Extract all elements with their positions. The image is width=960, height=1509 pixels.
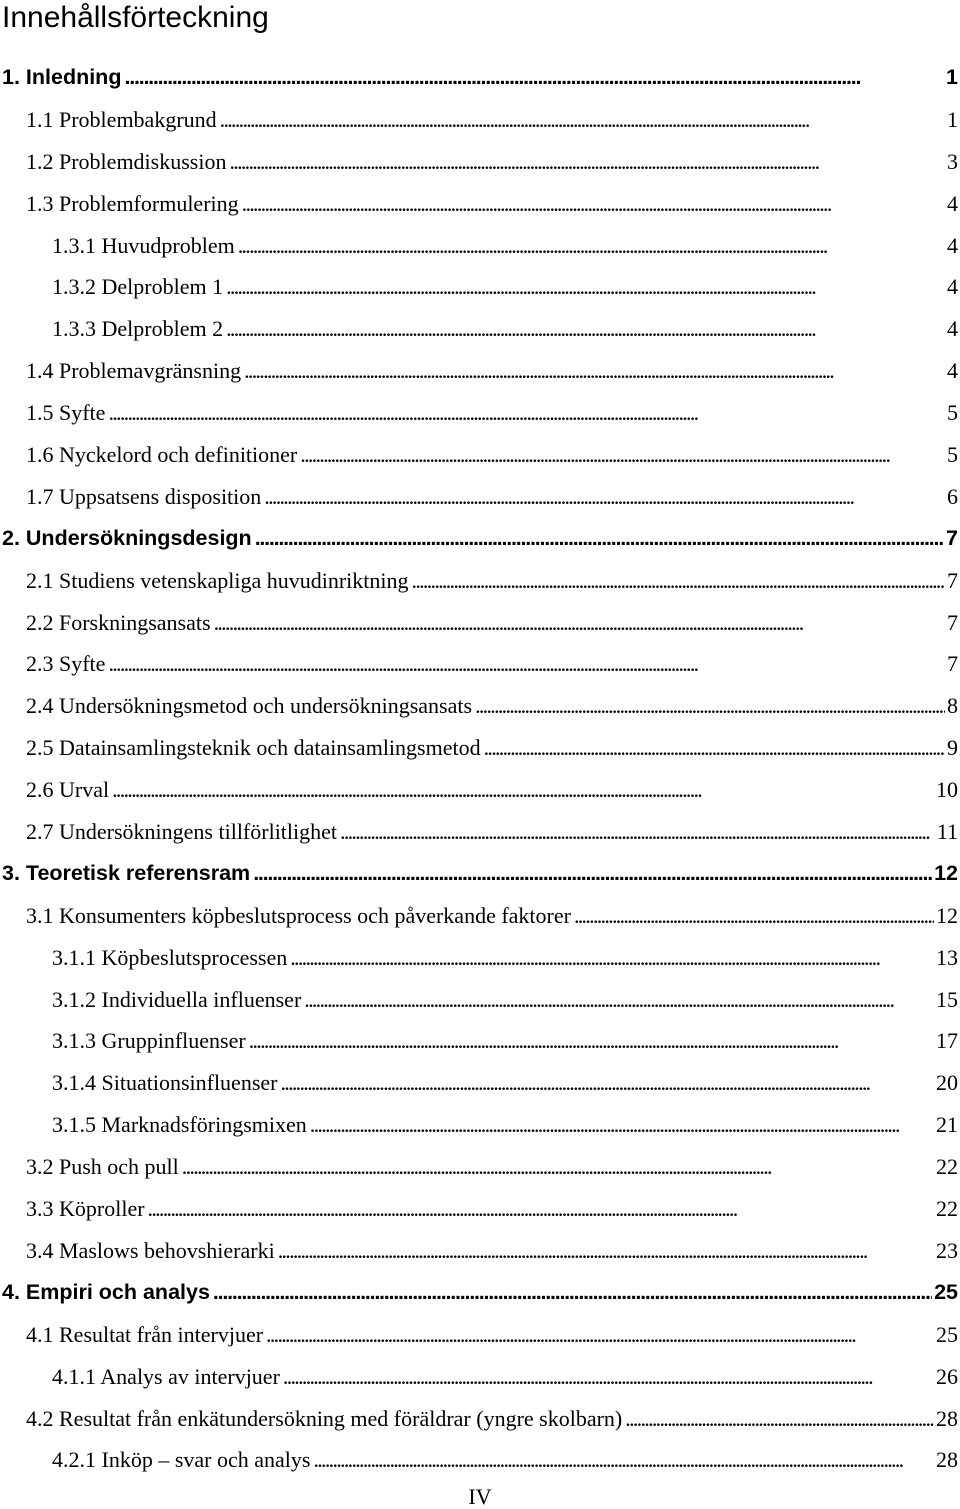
dot-leader <box>108 392 945 434</box>
toc-entry-page-number: 25 <box>934 1279 958 1304</box>
dot-leader <box>182 1146 934 1188</box>
dot-leader <box>112 769 934 811</box>
toc-entry-label: 2.4 Undersökningsmetod och undersökningsansats <box>26 693 473 719</box>
dot-leader <box>278 1230 934 1272</box>
toc-entry[interactable] <box>0 518 960 560</box>
toc-entry-label: 4.1.1 Analys av intervjuer <box>52 1363 280 1389</box>
toc-entry-page-number: 4 <box>947 190 958 216</box>
toc-entry-label: 2.7 Undersökningens tillförlitlighet <box>26 819 338 845</box>
toc-entry-page-number: 12 <box>934 860 958 885</box>
toc-entry-page-number: 25 <box>936 1321 958 1347</box>
toc-entry[interactable] <box>0 1188 960 1230</box>
toc-entry-page-number: 4 <box>947 316 958 342</box>
toc-entry-page-number: 11 <box>936 819 958 845</box>
dot-leader <box>574 895 934 937</box>
toc-entry-label: 2. Undersökningsdesign <box>2 525 252 550</box>
dot-leader <box>213 1272 932 1314</box>
toc-entry-page-number: 28 <box>936 1405 958 1431</box>
toc-entry[interactable] <box>0 1398 960 1440</box>
toc-entry-label: 1. Inledning <box>2 65 122 89</box>
page-number-footer: IV <box>468 1484 492 1509</box>
toc-entry-label: 4. Empiri och analys <box>2 1279 210 1304</box>
toc-entry-label: 3.1.1 Köpbeslutsprocessen <box>52 944 288 970</box>
toc-entry-page-number: 13 <box>936 944 958 970</box>
toc-entry[interactable] <box>0 392 960 434</box>
toc-entry[interactable] <box>0 308 960 350</box>
toc-entry-label: 3.1.5 Marknadsföringsmixen <box>52 1112 307 1138</box>
toc-entry-page-number: 12 <box>936 902 958 928</box>
toc-entry-label: 1.2 Problemdiskussion <box>26 148 227 174</box>
toc-entry[interactable] <box>0 1104 960 1146</box>
toc-entry[interactable] <box>0 1062 960 1104</box>
toc-entry-page-number: 7 <box>946 525 958 550</box>
toc-entry-label: 4.2.1 Inköp – svar och analys <box>52 1447 311 1473</box>
toc-entry-page-number: 20 <box>936 1070 958 1096</box>
dot-leader <box>484 727 945 769</box>
dot-leader <box>249 1020 934 1062</box>
toc-entry-label: 2.2 Forskningsansats <box>26 609 211 635</box>
toc-entry-page-number: 10 <box>936 777 958 803</box>
toc-list <box>0 57 960 1481</box>
toc-entry-page-number: 6 <box>947 483 958 509</box>
toc-entry-page-number: 3 <box>947 148 958 174</box>
toc-entry-label: 2.3 Syfte <box>26 651 106 677</box>
toc-entry[interactable] <box>0 350 960 392</box>
dot-leader <box>280 1062 934 1104</box>
toc-entry-page-number: 22 <box>936 1196 958 1222</box>
toc-entry[interactable] <box>0 225 960 267</box>
toc-entry-label: 3. Teoretisk referensram <box>2 860 251 885</box>
toc-entry[interactable] <box>0 476 960 518</box>
toc-entry[interactable] <box>0 811 960 853</box>
toc-entry-page-number: 9 <box>947 735 958 761</box>
dot-leader <box>238 225 945 267</box>
dot-leader <box>255 518 944 560</box>
dot-leader <box>304 979 934 1021</box>
toc-entry[interactable] <box>0 560 960 602</box>
toc-entry[interactable] <box>0 1439 960 1481</box>
toc-entry-page-number: 1 <box>946 65 958 89</box>
dot-leader <box>475 685 945 727</box>
dot-leader <box>625 1398 934 1440</box>
toc-entry[interactable] <box>0 1020 960 1062</box>
dot-leader <box>290 937 934 979</box>
toc-entry-page-number: 4 <box>947 274 958 300</box>
toc-entry-page-number: 5 <box>947 400 958 426</box>
toc-entry[interactable] <box>0 141 960 183</box>
toc-entry-page-number: 4 <box>947 232 958 258</box>
dot-leader <box>220 99 945 141</box>
dot-leader <box>244 350 945 392</box>
toc-entry-page-number: 21 <box>936 1112 958 1138</box>
toc-entry-label: 1.3.3 Delproblem 2 <box>52 316 224 342</box>
toc-entry-page-number: 1 <box>947 106 958 132</box>
toc-entry-page-number: 17 <box>936 1028 958 1054</box>
dot-leader <box>226 308 945 350</box>
toc-entry-label: 3.1.3 Gruppinfluenser <box>52 1028 246 1054</box>
toc-entry-page-number: 4 <box>947 358 958 384</box>
toc-entry[interactable] <box>0 979 960 1021</box>
toc-entry-label: 1.3 Problemformulering <box>26 190 239 216</box>
toc-entry-page-number: 26 <box>936 1363 958 1389</box>
toc-entry[interactable] <box>0 1314 960 1356</box>
toc-entry[interactable] <box>0 602 960 644</box>
toc-entry-label: 4.1 Resultat från intervjuer <box>26 1321 264 1347</box>
toc-entry-page-number: 7 <box>947 609 958 635</box>
toc-entry-label: 2.6 Urval <box>26 777 110 803</box>
dot-leader <box>124 57 944 99</box>
toc-entry[interactable] <box>0 643 960 685</box>
toc-entry-label: 2.1 Studiens vetenskapliga huvudinriktning <box>26 567 409 593</box>
dot-leader <box>108 643 945 685</box>
toc-entry[interactable] <box>0 1230 960 1272</box>
toc-entry-label: 3.3 Köproller <box>26 1196 145 1222</box>
toc-entry-label: 1.7 Uppsatsens disposition <box>26 483 262 509</box>
toc-entry-label: 3.1 Konsumenters köpbeslutsprocess och påverkande faktorer <box>26 902 571 928</box>
dot-leader <box>266 1314 934 1356</box>
toc-entry-label: 3.1.2 Individuella influenser <box>52 986 302 1012</box>
toc-entry-label: 2.5 Datainsamlingsteknik och datainsamlingsmetod <box>26 735 481 761</box>
toc-entry[interactable] <box>0 1146 960 1188</box>
toc-entry-label: 1.3.1 Huvudproblem <box>52 232 235 258</box>
dot-leader <box>313 1439 934 1481</box>
toc-entry-label: 3.2 Push och pull <box>26 1154 179 1180</box>
dot-leader <box>300 434 945 476</box>
toc-entry-label: 1.3.2 Delproblem 1 <box>52 274 224 300</box>
toc-entry[interactable] <box>0 895 960 937</box>
dot-leader <box>264 476 945 518</box>
toc-entry-page-number: 5 <box>947 442 958 468</box>
toc-entry-label: 1.5 Syfte <box>26 400 106 426</box>
toc-entry[interactable] <box>0 727 960 769</box>
toc-entry[interactable] <box>0 1272 960 1314</box>
toc-entry-label: 4.2 Resultat från enkätundersökning med föräldrar (yngre skolbarn) <box>26 1405 623 1431</box>
toc-entry[interactable] <box>0 99 960 141</box>
toc-entry-page-number: 23 <box>936 1237 958 1263</box>
dot-leader <box>412 560 945 602</box>
toc-entry-page-number: 7 <box>947 651 958 677</box>
page-title: Innehållsförteckning <box>2 1 269 34</box>
toc-entry-label: 1.4 Problemavgränsning <box>26 358 242 384</box>
toc-entry-page-number: 28 <box>936 1447 958 1473</box>
dot-leader <box>242 183 945 225</box>
dot-leader <box>310 1104 934 1146</box>
toc-entry[interactable] <box>0 937 960 979</box>
toc-entry-page-number: 7 <box>947 567 958 593</box>
toc-entry-label: 1.6 Nyckelord och definitioner <box>26 442 298 468</box>
toc-entry-page-number: 15 <box>936 986 958 1012</box>
toc-entry[interactable] <box>0 434 960 476</box>
toc-entry-page-number: 22 <box>936 1154 958 1180</box>
dot-leader <box>340 811 935 853</box>
toc-entry[interactable] <box>0 769 960 811</box>
toc-entry[interactable] <box>0 853 960 895</box>
toc-entry[interactable] <box>0 266 960 308</box>
toc-entry[interactable] <box>0 57 960 99</box>
dot-leader <box>226 266 945 308</box>
toc-entry-label: 3.1.4 Situationsinfluenser <box>52 1070 278 1096</box>
toc-entry[interactable] <box>0 1356 960 1398</box>
toc-entry[interactable] <box>0 685 960 727</box>
dot-leader <box>253 853 932 895</box>
dot-leader <box>148 1188 934 1230</box>
toc-entry-label: 1.1 Problembakgrund <box>26 106 217 132</box>
toc-entry[interactable] <box>0 183 960 225</box>
dot-leader <box>214 602 945 644</box>
dot-leader <box>283 1356 934 1398</box>
toc-entry-page-number: 8 <box>947 693 958 719</box>
dot-leader <box>229 141 945 183</box>
toc-entry-label: 3.4 Maslows behovshierarki <box>26 1237 275 1263</box>
